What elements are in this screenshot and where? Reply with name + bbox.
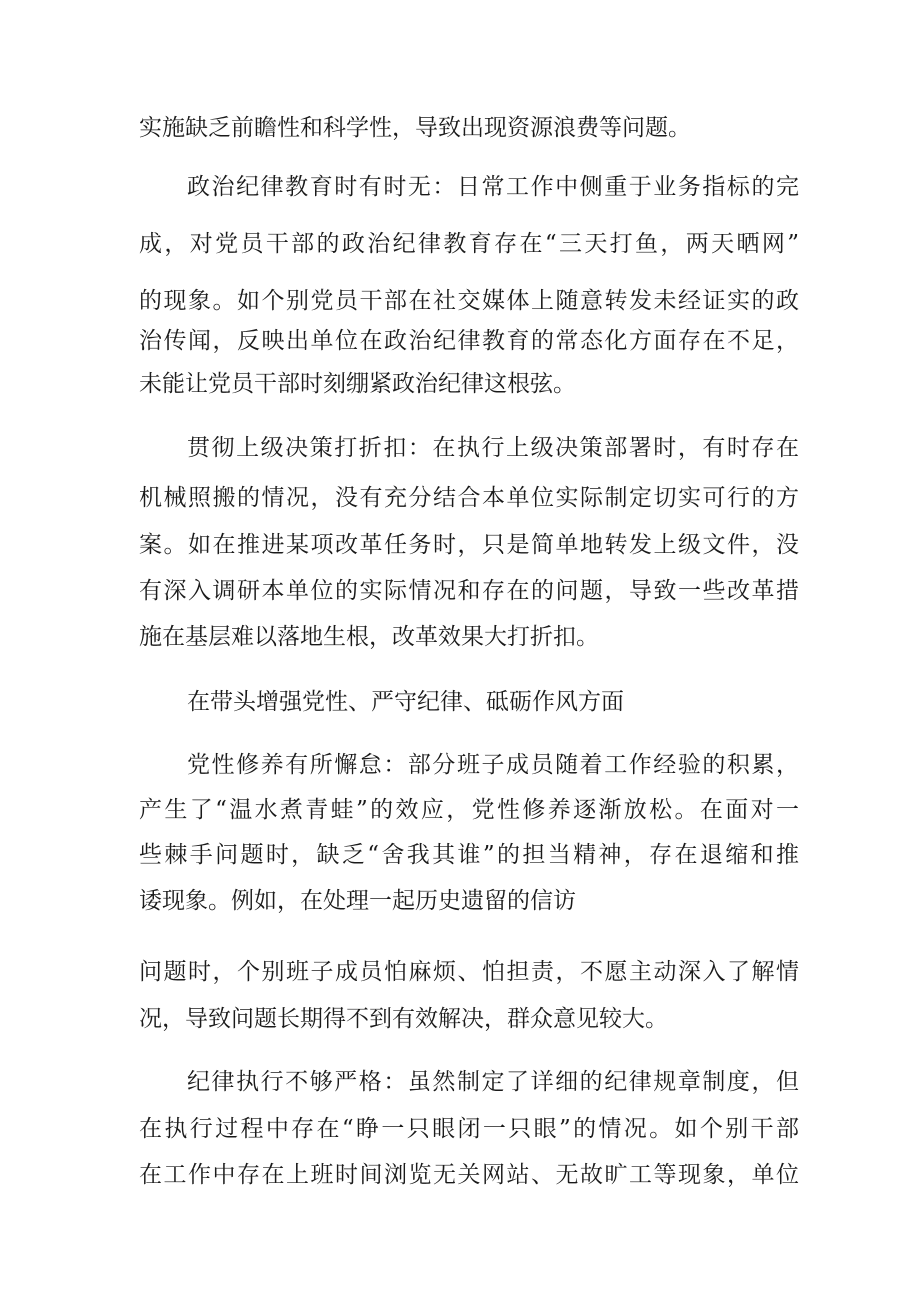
paragraph-line: 况，导致问题长期得不到有效解决，群众意见较大。 [139,1006,668,1032]
paragraph-line: 有深入调研本单位的实际情况和存在的问题，导致一些改革措 [139,578,799,604]
paragraph-line: 贯彻上级决策打折扣：在执行上级决策部署时，有时存在 [187,435,799,461]
paragraph-line: 纪律执行不够严格：虽然制定了详细的纪律规章制度，但 [187,1069,799,1095]
paragraph-line: 产生了“温水煮青蛙”的效应，党性修养逐渐放松。在面对一 [139,797,799,823]
paragraph-line: 的现象。如个别党员干部在社交媒体上随意转发未经证实的政 [139,288,799,314]
paragraph-line: 在工作中存在上班时间浏览无关网站、无故旷工等现象，单位 [139,1162,799,1188]
paragraph-line: 未能让党员干部时刻绷紧政治纪律这根弦。 [139,371,576,397]
paragraph-line: 案。如在推进某项改革任务时，只是简单地转发上级文件，没 [139,532,799,558]
paragraph-line: 治传闻，反映出单位在政治纪律教育的常态化方面存在不足， [139,328,799,354]
paragraph-line: 施在基层难以落地生根，改革效果大打折扣。 [139,624,599,650]
section-heading: 在带头增强党性、严守纪律、砥砺作风方面 [187,689,624,715]
paragraph-line: 些棘手问题时，缺乏“舍我其谁”的担当精神，存在退缩和推 [139,842,799,868]
paragraph-line: 在执行过程中存在“睁一只眼闭一只眼”的情况。如个别干部 [139,1116,799,1142]
paragraph-line: 诿现象。例如，在处理一起历史遗留的信访 [139,888,576,914]
paragraph-line: 问题时，个别班子成员怕麻烦、怕担责，不愿主动深入了解情 [139,959,799,985]
paragraph-line: 成，对党员干部的政治纪律教育存在“三天打鱼，两天晒网” [139,231,799,257]
paragraph-line: 政治纪律教育时有时无：日常工作中侧重于业务指标的完 [187,174,799,200]
paragraph-line: 机械照搬的情况，没有充分结合本单位实际制定切实可行的方 [139,485,799,511]
paragraph-line: 实施缺乏前瞻性和科学性，导致出现资源浪费等问题。 [139,115,691,141]
paragraph-line: 党性修养有所懈怠：部分班子成员随着工作经验的积累， [187,752,799,778]
